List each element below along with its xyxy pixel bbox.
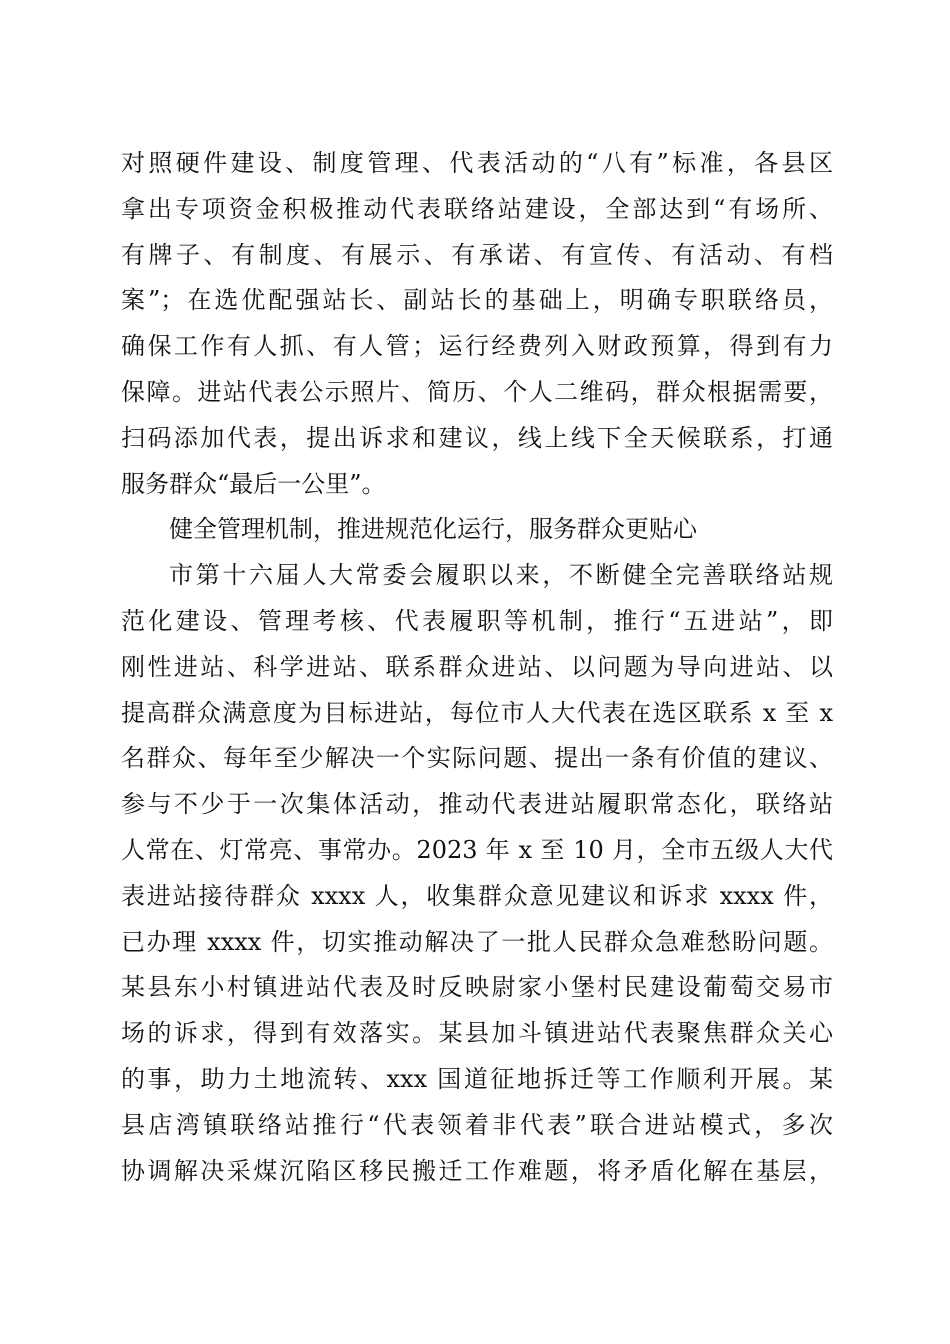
section-heading — [121, 511, 833, 557]
text-line: 名群众、每年至少解决一个实际问题、提出一条有价值的建议、 — [121, 744, 833, 773]
text-line: 范化建设、管理考核、代表履职等机制，推行“五进站”，即 — [121, 606, 833, 635]
paragraph-standards — [121, 145, 833, 511]
text-line: 参与不少于一次集体活动，推动代表进站履职常态化，联络站 — [121, 790, 833, 819]
text-line: 协调解决采煤沉陷区移民搬迁工作难题，将矛盾化解在基层， — [121, 1156, 833, 1185]
text-line: 扫码添加代表，提出诉求和建议，线上线下全天候联系，打通 — [121, 423, 833, 452]
text-line: 刚性进站、科学进站、联系群众进站、以问题为导向进站、以 — [121, 652, 833, 681]
text-line: 对照硬件建设、制度管理、代表活动的“八有”标准，各县区 — [121, 149, 833, 177]
heading-line: 健全管理机制，推进规范化运行，服务群众更贴心 — [169, 515, 697, 544]
text-line: 的事，助力土地流转、xxx 国道征地拆迁等工作顺利开展。某 — [121, 1064, 833, 1093]
paragraph-mechanism — [121, 557, 833, 1244]
text-line: 案”；在选优配强站长、副站长的基础上，明确专职联络员， — [121, 286, 833, 315]
body-text — [121, 145, 833, 1244]
text-line: 人常在、灯常亮、事常办。2023 年 x 至 10 月，全市五级人大代 — [121, 835, 833, 864]
text-line: 表进站接待群众 xxxx 人，收集群众意见建议和诉求 xxxx 件， — [121, 881, 833, 910]
text-line: 服务群众“最后一公里”。 — [121, 469, 386, 498]
text-line — [121, 1198, 833, 1244]
text-line: 有牌子、有制度、有展示、有承诺、有宣传、有活动、有档 — [121, 240, 833, 269]
text-line: 确保工作有人抓、有人管；运行经费列入财政预算，得到有力 — [121, 332, 833, 361]
text-line: 某县东小村镇进站代表及时反映尉家小堡村民建设葡萄交易市 — [121, 973, 833, 1002]
text-line: 提高群众满意度为目标进站，每位市人大代表在选区联系 x 至 x — [121, 698, 833, 727]
text-line: 场的诉求，得到有效落实。某县加斗镇进站代表聚焦群众关心 — [121, 1019, 833, 1048]
text-line: 拿出专项资金积极推动代表联络站建设，全部达到“有场所、 — [121, 194, 833, 223]
text-line: 县店湾镇联络站推行“代表领着非代表”联合进站模式，多次 — [121, 1110, 833, 1139]
text-line: 保障。进站代表公示照片、简历、个人二维码，群众根据需要， — [121, 377, 833, 406]
text-line: 已办理 xxxx 件，切实推动解决了一批人民群众急难愁盼问题。 — [121, 927, 833, 956]
text-line: 市第十六届人大常委会履职以来，不断健全完善联络站规 — [169, 561, 833, 590]
